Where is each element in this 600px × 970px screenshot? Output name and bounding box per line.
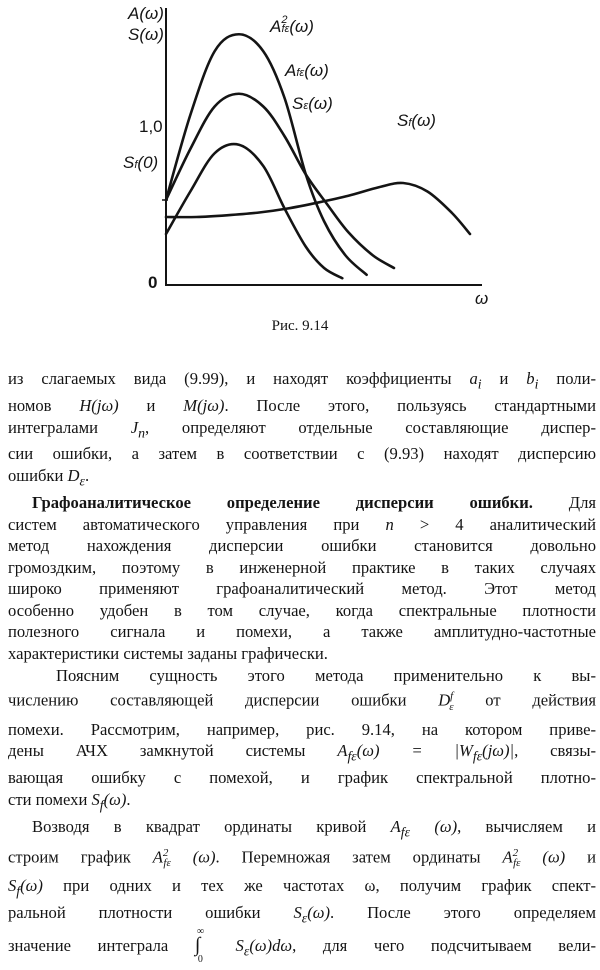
curve-label-sf: Sf(ω) [397,111,436,130]
curve-a-squared [166,34,367,275]
x-axis-label-omega: ω [475,289,489,308]
axes [166,8,482,285]
paragraph-2: Графоаналитическое определение дисперсии ошибки. Для систем автоматического управления при n > 4 аналитический метод нахождения дисперсии ошибки становится довольно громоздким, поэтому в инженерной практике в таких случаях широко применяют графоаналитический метод. Этот метод особенно удобен в том случае, когда спектральные плотности полезного сигнала и помехи, а также амплитудно-частотные характеристики системы заданы графически. [8,492,596,664]
paragraph-3: Поясним сущность этого метода применительно к вы- числению составляющей дисперсии ошибки $D^f_\varepsilon$ от действия помехи. Рассмотрим, например, рис. 9.14, на котором приве- дены АЧХ замкнутой системы $A_{f\varepsilon}(\omega) = |W_{f\varepsilon}(j\omega)|$, связы- вающая ошибку с помехой, и график спектральной плотно- сти помехи $S_f(\omega)$. [8,665,596,813]
figure-caption: Рис. 9.14 [271,318,329,334]
curve-a [166,94,394,268]
origin-label: 0 [148,273,158,292]
figure-9-14 [0,0,600,308]
paragraph-4: Возводя в квадрат ординаты кривой $A_{f\varepsilon}$ (ω), вычисляем и строим график $A^2_{f\varepsilon}$ (ω). Перемножая затем ординаты $A^2_{f\varepsilon}$ (ω) и $S_f(\omega)$ при одних и тех же частотах ω, получим график спект- ральной плотности ошибки $S_\varepsilon(\omega)$. После этого определяем значение интеграла ∞ ∫ 0 $S_\varepsilon(\omega)d\omega$, для чего подсчитываем вели- [8,816,597,965]
y-axis-label-s: S(ω) [128,25,164,44]
spectral-plot [0,0,600,300]
y-tick-sf0: Sf(0) [123,153,159,172]
body-text [8,368,597,965]
integral-sign: ∞ ∫ 0 [194,925,205,965]
curve-s-epsilon [166,144,342,278]
paragraph-1: из слагаемых вида (9.99), и находят коэффициенты $a_i$ и $b_i$ поли- номов H(jω) и M(jω). После этого, пользуясь стандартными интегралами $J_n$, определяют отдельные составляющие диспер- сии ошибки, а затем в соответствии с (9.93) находят дисперсию ошибки $D_\varepsilon$. [8,369,596,489]
y-tick-1-0: 1,0 [139,117,163,136]
curve-label-a: Afε(ω) [285,61,329,80]
curve-label-se: Sε(ω) [292,94,333,113]
section-heading: Графоаналитическое определение дисперсии ошибки. [32,492,533,512]
curve-label-a2: $A^2f\varepsilon(\omega)$ [270,14,314,36]
y-axis-label-a: A(ω) [128,4,164,23]
